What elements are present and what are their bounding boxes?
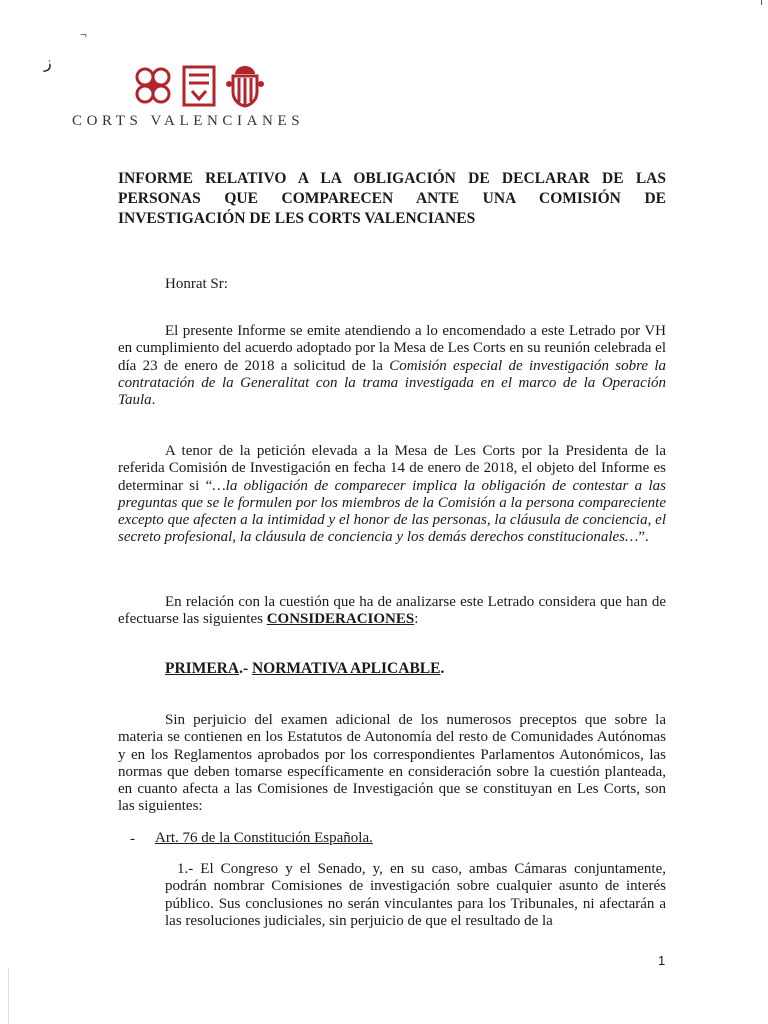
- paragraph-intro: [118, 323, 666, 409]
- paragraph-text: En relación con la cuestión que ha de analizarse este Letrado considera que han de efectuarse las siguientes: [118, 594, 666, 628]
- salutation: Honrat Sr:: [165, 276, 228, 292]
- request-quote: …la obligación de comparecer implica la obligación de contestar a las preguntas que se le formulen por los miembros de la Comisión a la persona compareciente excepto que afecten a la intimidad y el honor de las personas, la cláusula de conciencia, el secreto profesional, la cláusula de conciencia y los demás derechos constitucionales…: [118, 477, 666, 546]
- bullet-marker: -: [130, 831, 135, 847]
- paragraph-considerations: [118, 594, 666, 629]
- coat-of-arms-icon: [224, 64, 266, 108]
- shield-icon: [182, 65, 216, 107]
- section-heading: [165, 660, 444, 678]
- page-number: 1: [658, 953, 666, 968]
- paragraph-request: [118, 443, 666, 547]
- section-end: .: [440, 660, 445, 677]
- section-title: NORMATIVA APLICABLE: [251, 660, 441, 677]
- considerations-label: CONSIDERACIONES: [266, 611, 415, 628]
- crest-icon: [132, 65, 174, 107]
- paragraph-normativa: Sin perjuicio del examen adicional de los numerosos preceptos que sobre la materia se contienen en los Estatutos de Autonomía del resto de Comunidades Autónomas y en los Reglamentos aprobados por los correspondientes Parlamentos Autonómicos, las normas que deben tomarse específicamente en consideración sobre la cuestión planteada, en cuanto afecta a las Comisiones de Investigación que se constituyan en Les Corts, son las siguientes:: [118, 712, 666, 815]
- scan-mark: ¬: [80, 27, 87, 41]
- section-separator: .-: [239, 660, 252, 677]
- institution-name: CORTS VALENCIANES: [72, 113, 305, 129]
- corts-logo: [132, 64, 266, 108]
- paragraph-end: ”.: [638, 529, 649, 546]
- paragraph-text: El presente Informe se emite atendiendo a lo encomendado a este Letrado por VH en cumplimiento del acuerdo adoptado por la Mesa de Les Corts en su reunión celebrada el día 23 de enero de 2018 a solicitud de la: [118, 323, 666, 374]
- article-quote: 1.- El Congreso y el Senado, y, en su caso, ambas Cámaras conjuntamente, podrán nombrar Comisiones de investigación sobre cualquier asunto de interés público. Sus conclusiones no serán vinculantes para los Tribunales, ni afectarán a las resoluciones judiciales, sin perjuicio de que el resultado de la: [165, 861, 666, 929]
- section-number: PRIMERA: [165, 660, 240, 677]
- commission-name: Comisión especial de investigación sobre la contratación de la Generalitat con la trama investigada en el marco de la Operación Taula: [118, 357, 666, 409]
- paragraph-text: A tenor de la petición elevada a la Mesa de Les Corts por la Presidenta de la referida Comisión de Investigación en fecha 14 de enero de 2018, el objeto del Informe es determinar si “: [118, 443, 666, 494]
- scan-mark: ز: [44, 55, 52, 72]
- bullet-article: Art. 76 de la Constitución Española.: [155, 830, 373, 846]
- scan-edge: [8, 968, 9, 1024]
- report-title: INFORME RELATIVO A LA OBLIGACIÓN DE DECLARAR DE LAS PERSONAS QUE COMPARECEN ANTE UNA COMISIÓN DE INVESTIGACIÓN DE LES CORTS VALENCIANES: [118, 170, 666, 227]
- paragraph-end: .: [151, 392, 156, 409]
- paragraph-end: :: [414, 611, 419, 628]
- scan-mark: [761, 0, 762, 5]
